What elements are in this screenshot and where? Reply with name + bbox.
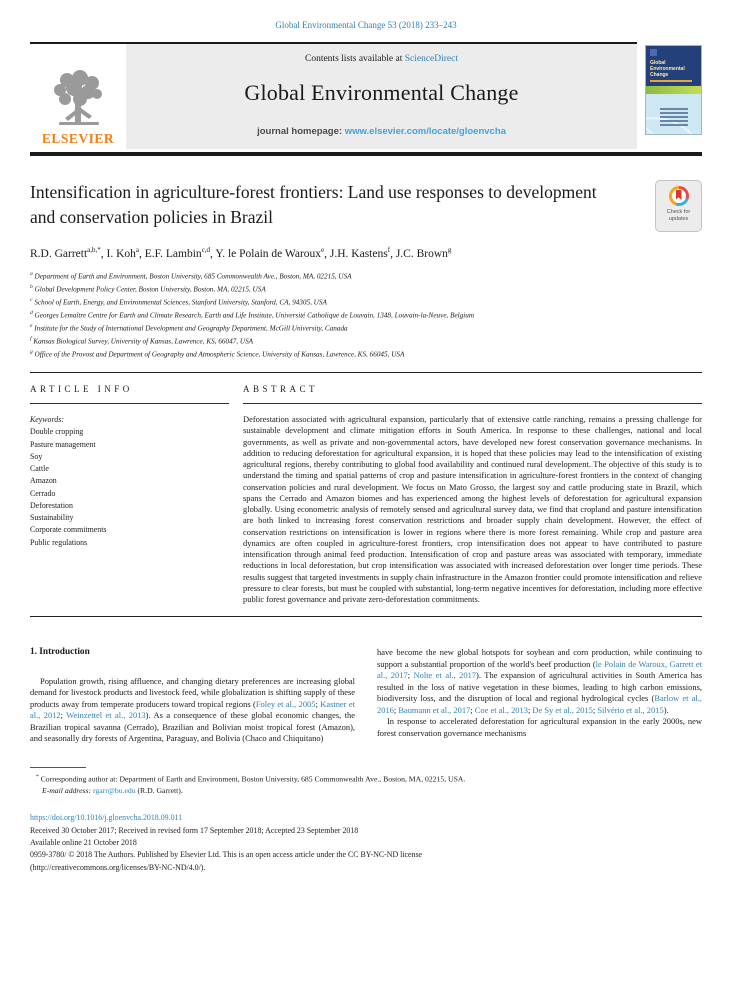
citation-link[interactable]: Silvério et al., 2015 — [597, 704, 664, 715]
author-name: E.F. Lambin$^{c,d}$ — [144, 246, 211, 260]
body-text: ; — [527, 704, 533, 715]
journal-cover-thumbnail[interactable] — [645, 45, 702, 135]
body-text: ). — [663, 704, 669, 715]
keyword: Cattle — [30, 464, 49, 474]
author-name: Y. le Polain de Waroux$^e$ — [215, 246, 325, 260]
citation-link[interactable]: Coe et al., 2013 — [474, 704, 528, 715]
cover-tagline-decoration — [650, 80, 692, 82]
elsevier-tree-icon — [47, 70, 109, 135]
body-text: ; — [315, 698, 321, 709]
abstract-text: Deforestation associated with agricultural expansion, particularly that of extensive cattle ranching, remains a pressing challenge for sustainable development and climate mitigation efforts in South America. In response to these challenges, national and local governments, as well as private and non-governmental actors, have developed new forest conservation governance mechanisms. In addition to reducing deforestation for agricultural expansion, it is hoped that these policies may lead to the intensification of existing agricultural regions, thereby contributing to global food availability and continued rural development. The objective of this study is to understand the timing and spatial patterns of crop and pasture intensification in agriculture-forest frontiers in the context of changing conservation policies and rural development. We focus on Mato Grosso, the largest soy and cattle producing state in Brazil, which spans the Cerrado and Amazon biomes and has experienced among the highest levels of deforestation for agricultural expansion globally. Using econometric analysis of remotely sensed and agricultural survey data, we find that cropland and pasture intensification are both linked to increasing forest conservation restrictions and broader supply chain development. However, the effect of conservation restrictions on intensification is lower in regions where there is more forest remaining. While crop and pasture area dynamics are often coupled in agriculture-forest frontiers, crop intensification does not appear to have contributed to pasture intensification through animal feed production. Intensification of crop and pasture areas was associated with temporary, immediate reductions in local deforestation, but crop intensification was associated with increased deforestation over longer time periods. These results suggest that targeted investments in supply chain infrastructure in the Amazon frontier could promote intensification and relieve pressure to clear forests, but must be coupled with substantial, long-term negative incentives for deforestation, including more effective public forest governance and private zero-deforestation commitments. — [243, 414, 702, 605]
available-online: Available online 21 October 2018 — [30, 837, 137, 847]
citation-link[interactable]: De Sy et al., 2015 — [532, 704, 593, 715]
header-divider-bar — [30, 152, 702, 156]
affiliation: $^d$ Georges Lemaître Centre for Earth and Climate Research, Earth and Life Institute, Université Catholique de Louvain, 1348, Louvain-la-Neuve, Belgium — [30, 309, 475, 320]
affiliation: $^e$ Institute for the Study of International Development and Geography Department, McGill University, Canada — [30, 323, 348, 333]
introduction-section — [30, 647, 702, 744]
contents-line — [132, 54, 631, 64]
intro-paragraph-1-continued — [377, 647, 702, 716]
cover-artwork — [646, 94, 701, 134]
author-name: J.H. Kastens$^f$ — [329, 246, 391, 260]
keyword: Amazon — [30, 476, 57, 486]
affiliation: $^c$ School of Earth, Energy, and Environmental Sciences, Stanford University, Stanford, CA, 94305, USA — [30, 296, 327, 307]
homepage-prefix: journal homepage: — [257, 126, 345, 137]
citation-link[interactable]: Baumann et al., 2017 — [398, 704, 471, 715]
body-text: ). As a consequence of these global economic changes, the Brazilian tropical savanna (Cerrado), Brazilian and Bolivian moist tropical forest (Amazon), and seasonally dry forests of Argentina, Paraguay, and Bolivia (Chaco and Chiquitano) — [30, 710, 355, 744]
body-text: ; — [592, 704, 598, 715]
footnote-marker: * — [36, 773, 39, 780]
keyword: Double cropping — [30, 427, 84, 437]
section-divider — [30, 616, 702, 617]
contents-line-prefix: Contents lists available at — [304, 54, 405, 64]
footnote-rule — [30, 767, 86, 768]
citation-link[interactable]: Barlow et al., 2016 — [377, 693, 702, 715]
author-name: I. Koh$^a$ — [106, 246, 140, 260]
body-column-right — [377, 647, 702, 744]
body-text: ; — [407, 670, 414, 681]
cover-green-band — [646, 86, 701, 94]
keyword: Cerrado — [30, 488, 56, 498]
introduction-heading: 1. Introduction — [30, 647, 90, 658]
journal-masthead — [126, 44, 637, 149]
journal-citation: Global Environmental Change 53 (2018) 233–243 — [275, 20, 457, 30]
intro-paragraph-2: In response to accelerated deforestation for agricultural expansion in the early 2000s, new forest conservation governance mechanisms — [377, 716, 702, 738]
check-for-updates-badge[interactable]: Check for updates — [655, 180, 702, 232]
journal-header — [30, 42, 702, 149]
abstract-heading: ABSTRACT — [243, 384, 319, 395]
article-info-section — [30, 373, 243, 605]
author-name: R.D. Garrett$^{a,b,*}$ — [30, 246, 101, 260]
keyword: Deforestation — [30, 500, 73, 510]
citation-link[interactable]: le Polain de Waroux, Garrett et al., 2017 — [377, 658, 702, 681]
email-line: E-mail address: rgarr@bu.edu (R.D. Garrett). — [42, 786, 183, 796]
keyword: Sustainability — [30, 513, 74, 523]
abstract-section — [243, 373, 702, 605]
article-footer — [30, 812, 702, 874]
journal-homepage-line — [132, 126, 631, 137]
elsevier-logo-text: ELSEVIER — [41, 131, 115, 146]
keyword: Soy — [30, 451, 43, 461]
crossmark-icon — [669, 186, 689, 206]
column-rule — [243, 403, 702, 404]
corresponding-author-note: * Corresponding author at: Department of Earth and Environment, Boston University, 685 Commonwealth Ave., Boston, MA, 02215, USA. — [36, 773, 466, 784]
doi-link[interactable]: https://doi.org/10.1016/j.gloenvcha.2018.09.011 — [30, 813, 183, 823]
journal-name: Global Environmental Change — [244, 80, 519, 105]
body-text: ; — [60, 710, 67, 721]
body-text: ; — [470, 704, 475, 715]
citation-link[interactable]: Foley et al., 2005 — [255, 698, 316, 709]
affiliation: $^g$ Office of the Provost and Department of Geography and Atmospheric Science, University of Kansas, Lawrence, KS, 66045, USA — [30, 349, 405, 359]
sciencedirect-link[interactable]: ScienceDirect — [404, 54, 458, 64]
column-rule — [30, 403, 229, 404]
intro-paragraph-1 — [30, 676, 355, 745]
affiliation: $^a$ Department of Earth and Environment, Boston University, 685 Commonwealth Ave., Boston, MA, 02215, USA — [30, 270, 352, 281]
keyword: Corporate commitments — [30, 525, 107, 535]
body-column-left — [30, 647, 355, 744]
citation-link[interactable]: Nolte et al., 2017 — [413, 670, 477, 681]
footnote-section — [30, 767, 702, 797]
keywords-label: Keywords: — [30, 415, 64, 425]
elsevier-logo[interactable] — [30, 44, 126, 149]
copyright-line: 0959-3780/ © 2018 The Authors. Published by Elsevier Ltd. This is an open access article under the CC BY-NC-ND license — [30, 850, 423, 860]
email-label: E-mail address: — [42, 786, 92, 796]
article-title: Intensification in agriculture-forest frontiers: Land use responses to development and conservation policies in Brazil — [30, 182, 597, 227]
article-info-heading: ARTICLE INFO — [30, 384, 133, 395]
citation-link[interactable]: Kastner et al., 2012 — [30, 698, 355, 721]
journal-homepage-link[interactable]: www.elsevier.com/locate/gloenvcha — [344, 126, 506, 137]
license-url: (http://creativecommons.org/licenses/BY-NC-ND/4.0/). — [30, 862, 206, 872]
keyword: Public regulations — [30, 537, 88, 547]
body-text: ; — [393, 704, 399, 715]
email-link[interactable]: rgarr@bu.edu — [92, 786, 136, 796]
received-dates: Received 30 October 2017; Received in revised form 17 September 2018; Accepted 23 September 2018 — [30, 825, 359, 835]
body-text: ). The expansion of agricultural activities in South America has resulted in the loss of native vegetation in these biomes, leading to high carbon emissions, biodiversity loss, and the disruption of local and regional hydrological cycles ( — [377, 670, 702, 704]
affiliation-list — [30, 270, 702, 361]
body-text: have become the new global hotspots for soybean and corn production, while continuing to support a substantial proportion of the world's beef production ( — [377, 647, 702, 669]
affiliation: $^b$ Global Development Policy Center, Boston University, Boston, MA, 02215, USA — [30, 283, 266, 294]
cover-logo-icon — [650, 49, 657, 56]
author-list: R.D. Garrett$^{a,b,*}$, I. Koh$^a$, E.F. Lambin$^{c,d}$, Y. le Polain de Waroux$^e$, J.H. Kastens$^f$, J.C. Brown$^g$ — [30, 246, 452, 260]
body-text: Population growth, rising affluence, and changing dietary preferences are increasing global demand for livestock products and livestock feed, while globalization is shifting supply of these products away from temperate producers toward tropical regions ( — [30, 675, 355, 709]
keyword-list — [30, 426, 229, 549]
author-name: J.C. Brown$^g$ — [395, 246, 452, 260]
keyword: Pasture management — [30, 439, 96, 449]
affiliation: $^f$ Kansas Biological Survey, University of Kansas, Lawrence, KS, 66047, USA — [30, 336, 254, 346]
citation-link[interactable]: Weinzettel et al., 2013 — [66, 710, 146, 721]
cover-title: Global Environmental Change — [650, 60, 685, 78]
